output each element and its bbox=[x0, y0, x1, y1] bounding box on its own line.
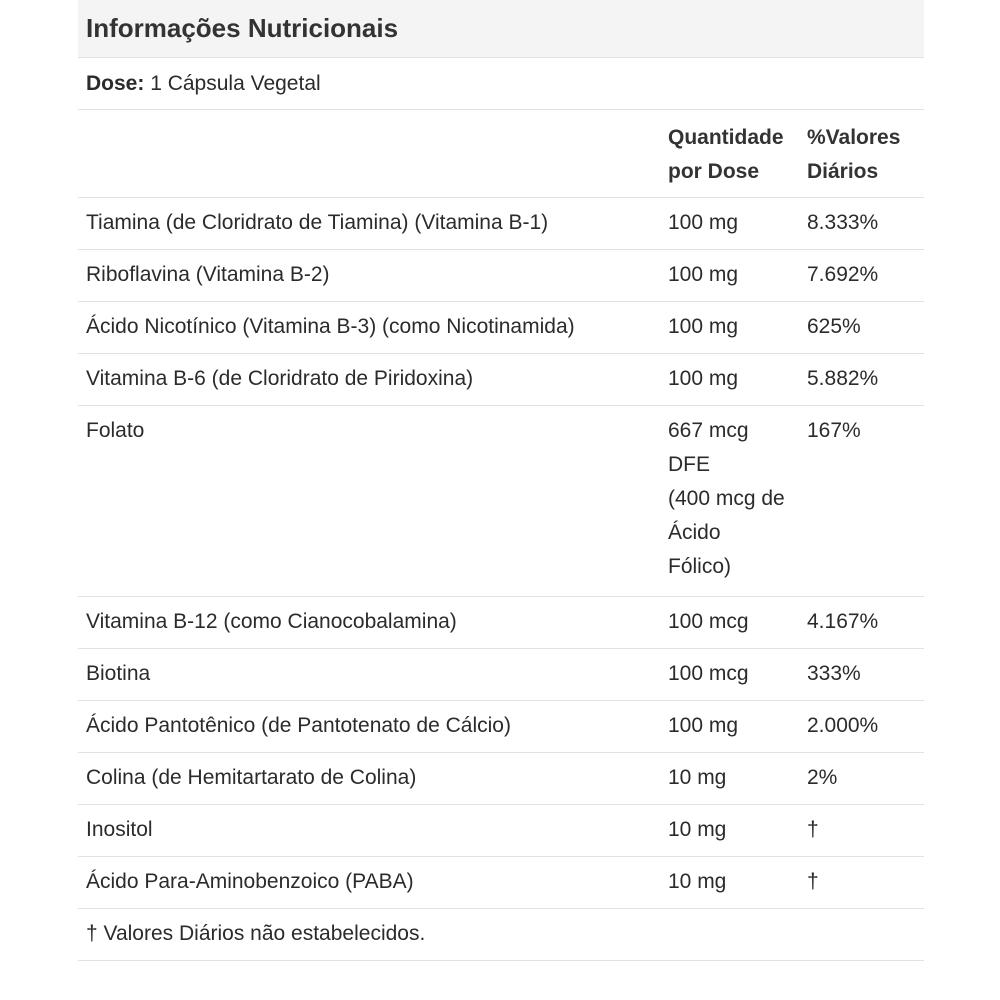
table-row bbox=[78, 857, 924, 909]
amount-line: Ácido bbox=[668, 521, 721, 544]
nutrient-daily-value: 333% bbox=[807, 662, 861, 685]
amount-line: (400 mcg de bbox=[668, 487, 785, 510]
header-amount-line1: Quantidade bbox=[668, 126, 784, 149]
nutrient-daily-value: 625% bbox=[807, 315, 861, 338]
nutrition-facts-panel bbox=[78, 0, 924, 961]
table-row bbox=[78, 354, 924, 406]
nutrient-daily-value: 7.692% bbox=[807, 263, 879, 286]
table-row bbox=[78, 406, 924, 597]
nutrient-amount: 100 mg bbox=[668, 315, 739, 338]
nutrient-daily-value: 4.167% bbox=[807, 610, 879, 633]
dose-label: Dose: bbox=[86, 72, 145, 95]
footnote: † Valores Diários não estabelecidos. bbox=[78, 909, 924, 961]
nutrient-name: Colina (de Hemitartarato de Colina) bbox=[86, 766, 417, 789]
table-row bbox=[78, 250, 924, 302]
header-daily-value bbox=[799, 121, 924, 197]
table-row bbox=[78, 302, 924, 354]
nutrient-amount: 100 mg bbox=[668, 714, 739, 737]
amount-line: 667 mcg bbox=[668, 419, 749, 442]
header-dv-line1: %Valores bbox=[807, 126, 901, 149]
table-row bbox=[78, 753, 924, 805]
nutrient-name: Vitamina B-12 (como Cianocobalamina) bbox=[86, 610, 457, 633]
header-amount-line2: por Dose bbox=[668, 160, 760, 183]
nutrient-name: Ácido Para-Aminobenzoico (PABA) bbox=[86, 870, 414, 893]
nutrient-name: Ácido Pantotênico (de Pantotenato de Cálcio) bbox=[86, 714, 511, 737]
header-dv-line2: Diários bbox=[807, 160, 879, 183]
table-row bbox=[78, 597, 924, 649]
nutrient-daily-value: 2.000% bbox=[807, 714, 879, 737]
nutrient-daily-value: † bbox=[807, 818, 819, 841]
header-nutrient bbox=[78, 121, 660, 197]
nutrient-name: Vitamina B-6 (de Cloridrato de Piridoxina) bbox=[86, 367, 474, 390]
nutrient-amount: 100 mg bbox=[668, 263, 739, 286]
amount-line: DFE bbox=[668, 453, 710, 476]
table-header-row bbox=[78, 110, 924, 198]
table-row bbox=[78, 805, 924, 857]
nutrient-amount: 100 mcg bbox=[668, 610, 749, 633]
nutrient-name: Ácido Nicotínico (Vitamina B-3) (como Nicotinamida) bbox=[86, 315, 575, 338]
table-row bbox=[78, 649, 924, 701]
nutrient-amount: 100 mg bbox=[668, 211, 739, 234]
panel-title: Informações Nutricionais bbox=[78, 0, 924, 58]
nutrient-amount: 10 mg bbox=[668, 766, 727, 789]
nutrient-amount: 10 mg bbox=[668, 870, 727, 893]
header-amount bbox=[660, 121, 799, 197]
nutrient-name: Tiamina (de Cloridrato de Tiamina) (Vitamina B-1) bbox=[86, 211, 549, 234]
nutrient-name: Riboflavina (Vitamina B-2) bbox=[86, 263, 330, 286]
nutrient-daily-value: 2% bbox=[807, 766, 838, 789]
table-row bbox=[78, 701, 924, 753]
dose-value: 1 Cápsula Vegetal bbox=[150, 72, 321, 95]
amount-line: Fólico) bbox=[668, 555, 732, 578]
nutrient-name: Folato bbox=[86, 419, 145, 442]
nutrient-daily-value: † bbox=[807, 870, 819, 893]
nutrient-amount bbox=[660, 414, 799, 596]
nutrient-daily-value: 5.882% bbox=[807, 367, 879, 390]
nutrient-amount: 10 mg bbox=[668, 818, 727, 841]
dose-line bbox=[78, 58, 924, 110]
nutrient-amount: 100 mg bbox=[668, 367, 739, 390]
nutrient-daily-value: 167% bbox=[807, 419, 861, 442]
nutrient-daily-value: 8.333% bbox=[807, 211, 879, 234]
table-row bbox=[78, 198, 924, 250]
nutrient-name: Inositol bbox=[86, 818, 153, 841]
nutrient-name: Biotina bbox=[86, 662, 151, 685]
nutrient-amount: 100 mcg bbox=[668, 662, 749, 685]
